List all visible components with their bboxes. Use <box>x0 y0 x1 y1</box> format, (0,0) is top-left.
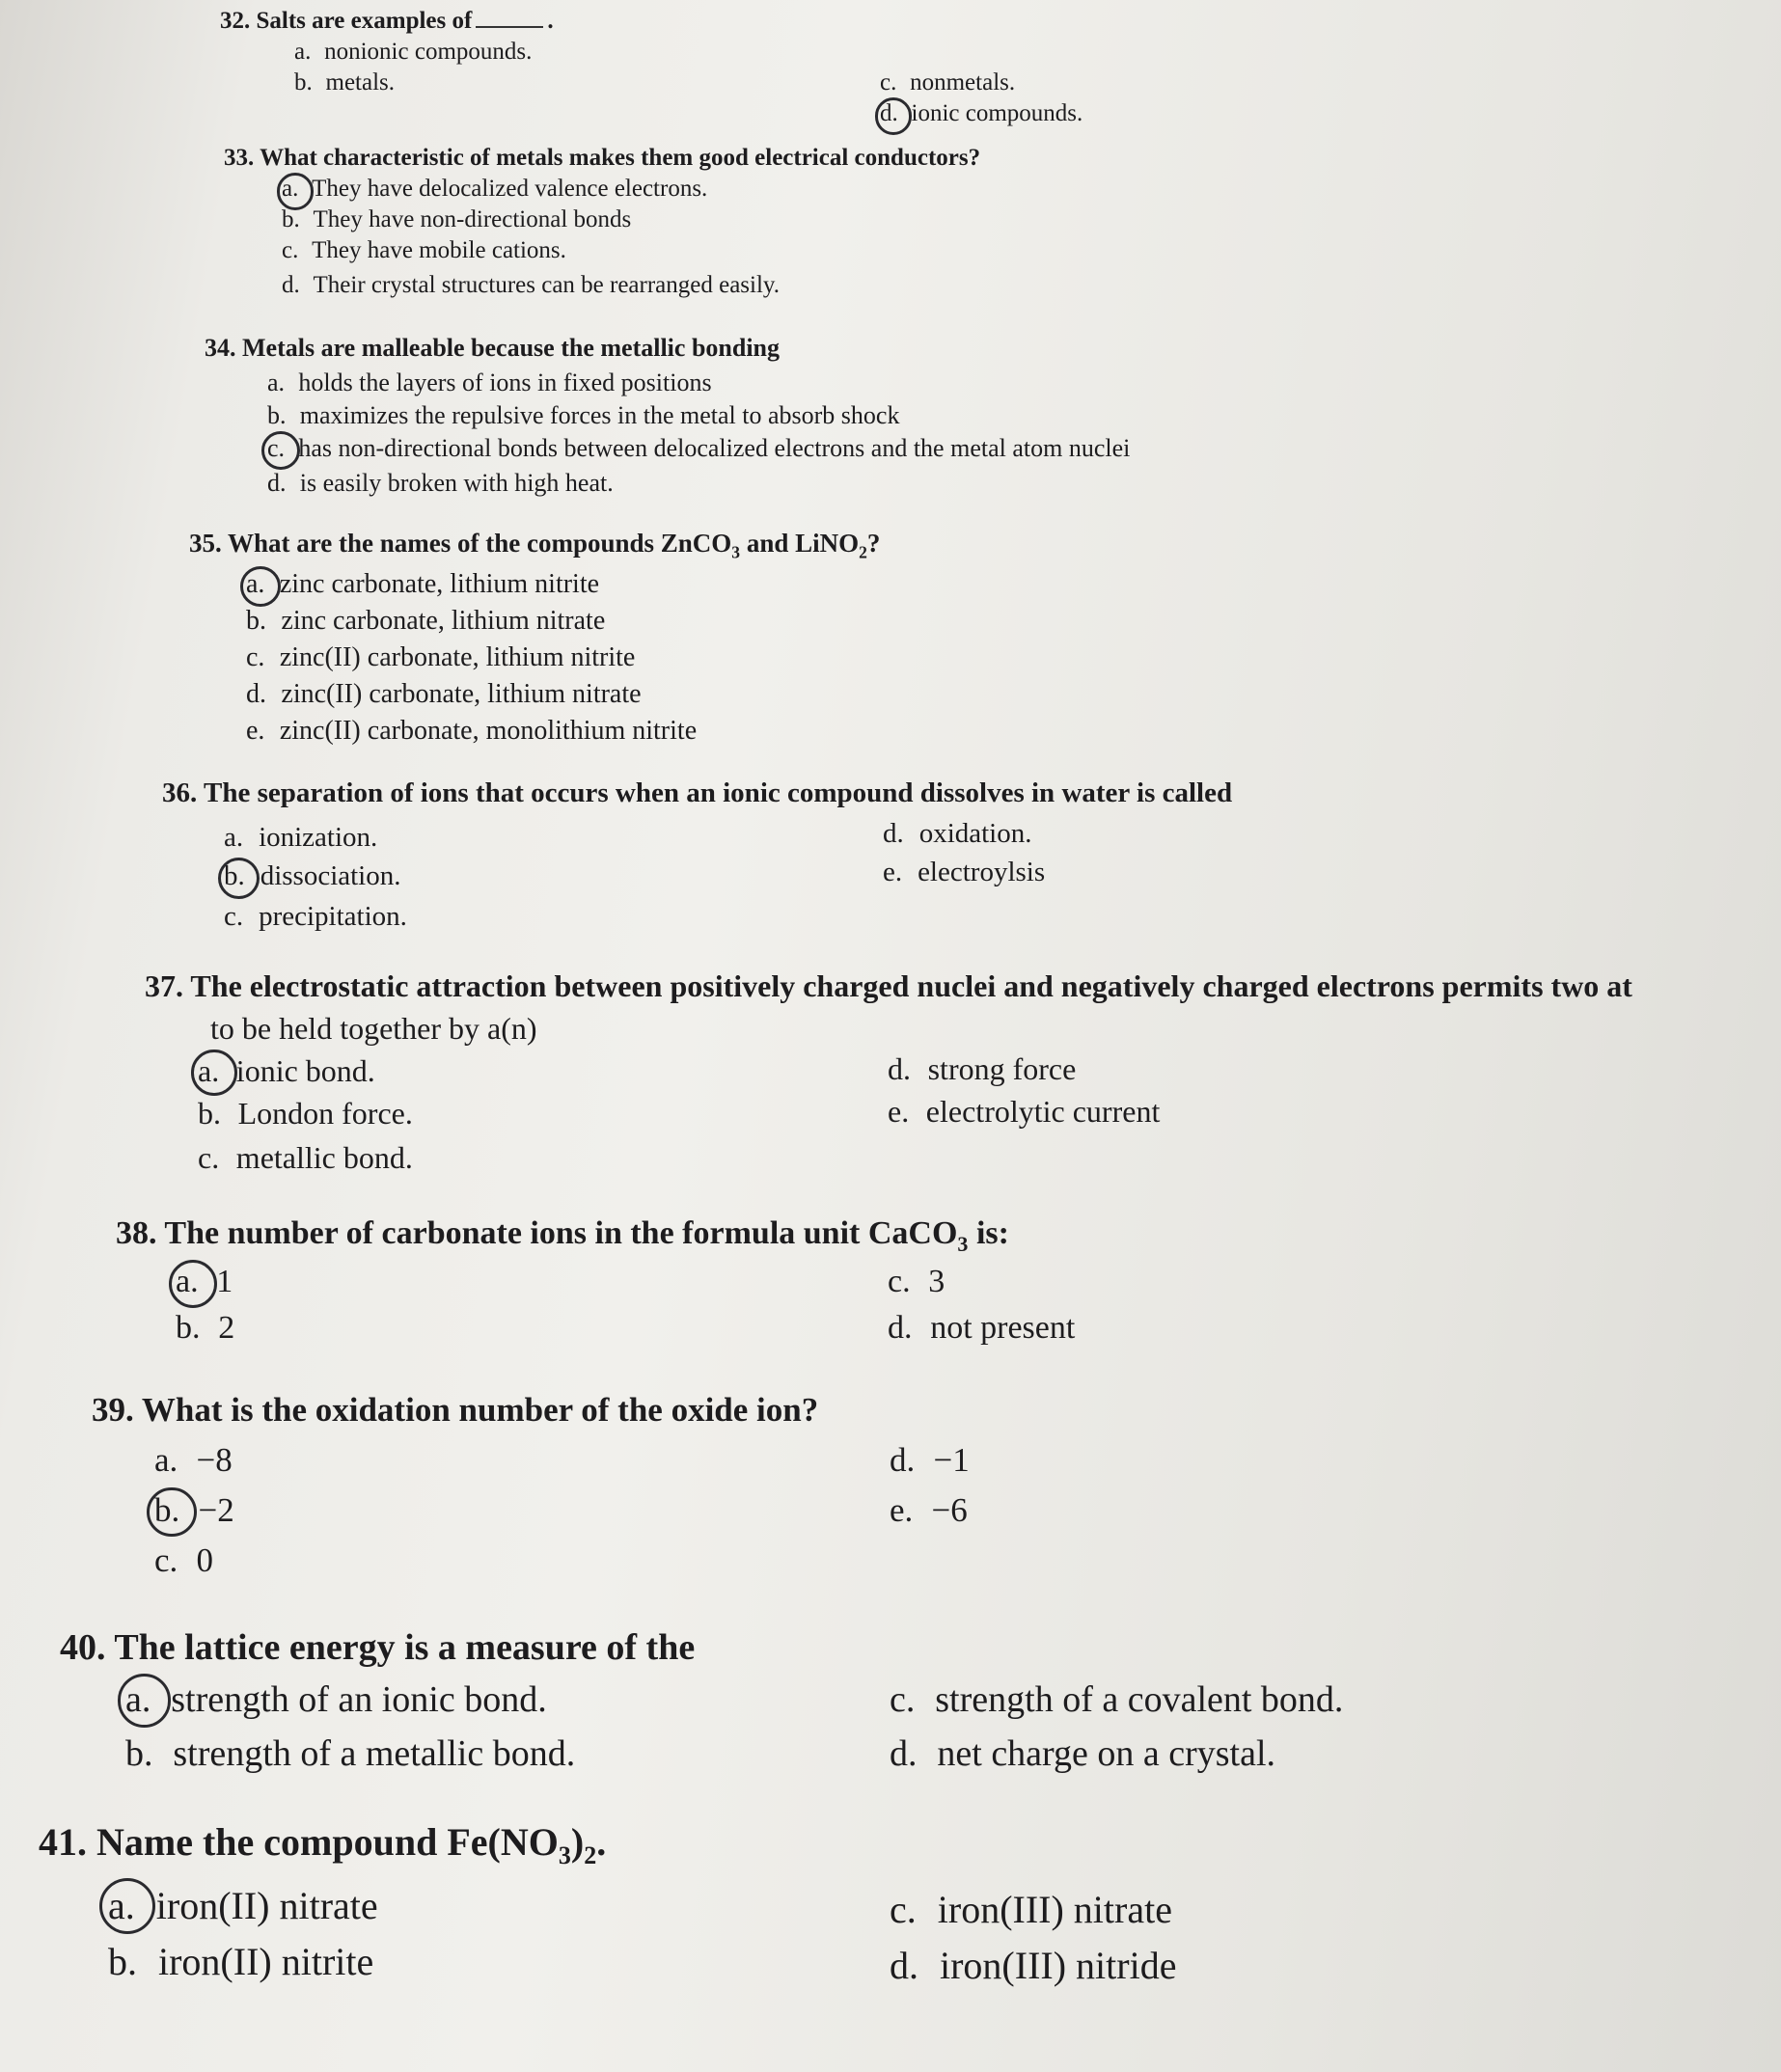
subscript: 2 <box>859 542 867 562</box>
option-letter: c. <box>267 434 286 462</box>
option-b[interactable] <box>224 860 400 892</box>
stem-text-end: is: <box>968 1215 1009 1251</box>
stem-text: The electrostatic attraction between positively charged nuclei and negatively charged electrons permits two at <box>190 968 1632 1003</box>
option-text: not present <box>930 1310 1076 1346</box>
option-d[interactable] <box>883 818 1031 850</box>
option-a[interactable] <box>294 39 532 66</box>
question-number: 40. <box>60 1627 106 1668</box>
option-text: −6 <box>931 1491 968 1529</box>
question-stem <box>205 334 780 363</box>
option-letter: a. <box>267 368 286 396</box>
option-d[interactable] <box>267 469 614 498</box>
option-text: metals. <box>325 69 396 95</box>
option-text: strength of a metallic bond. <box>173 1733 576 1774</box>
option-letter: c. <box>154 1541 178 1579</box>
question-stem <box>145 968 1632 1004</box>
option-text: metallic bond. <box>235 1140 413 1175</box>
option-a[interactable] <box>282 176 707 203</box>
subscript: 3 <box>957 1231 969 1256</box>
option-a[interactable] <box>108 1883 378 1928</box>
stem-text: Salts are examples of <box>256 8 473 34</box>
option-text: strong force <box>927 1051 1077 1086</box>
option-e[interactable] <box>890 1491 968 1530</box>
option-a[interactable] <box>267 368 712 397</box>
option-text: electroylsis <box>918 857 1046 887</box>
option-text: They have mobile cations. <box>312 237 566 263</box>
option-text: zinc(II) carbonate, lithium nitrite <box>279 642 636 672</box>
question-number: 32. <box>220 8 251 34</box>
question-number: 41. <box>39 1820 87 1864</box>
option-b[interactable] <box>176 1310 234 1347</box>
stem-text-mid: ) <box>570 1820 585 1864</box>
option-letter: b. <box>294 69 313 95</box>
option-letter: d. <box>888 1051 911 1086</box>
option-letter: d. <box>267 469 287 497</box>
option-letter: b. <box>246 606 266 636</box>
question-stem-continued <box>210 1011 537 1047</box>
stem-text-end: ? <box>866 529 881 558</box>
option-letter: d. <box>883 818 904 849</box>
option-text: iron(II) nitrite <box>158 1940 374 1983</box>
option-d[interactable] <box>888 1051 1076 1087</box>
option-text: zinc carbonate, lithium nitrate <box>281 606 606 636</box>
option-letter: d. <box>890 1441 916 1479</box>
question-stem <box>189 529 880 562</box>
option-letter: a. <box>282 176 299 202</box>
option-c[interactable] <box>198 1140 413 1176</box>
option-letter: a. <box>108 1884 135 1927</box>
option-d[interactable] <box>888 1310 1075 1347</box>
option-text: −1 <box>933 1441 970 1479</box>
option-letter: c. <box>888 1264 911 1299</box>
subscript: 2 <box>584 1841 597 1869</box>
option-text: iron(III) nitride <box>940 1944 1177 1987</box>
option-e[interactable] <box>888 1094 1160 1130</box>
option-e[interactable] <box>883 857 1045 888</box>
option-text: nonionic compounds. <box>324 39 533 65</box>
option-text: electrolytic current <box>925 1094 1161 1129</box>
option-b[interactable] <box>246 606 605 637</box>
question-stem <box>224 145 980 172</box>
option-b[interactable] <box>267 401 899 430</box>
option-letter: b. <box>108 1940 137 1983</box>
option-d[interactable] <box>890 1732 1275 1775</box>
option-text: Their crystal structures can be rearranged easily. <box>313 272 781 298</box>
option-letter: a. <box>176 1264 199 1299</box>
option-text: precipitation. <box>259 901 407 932</box>
option-a[interactable] <box>198 1053 375 1089</box>
question-number: 35. <box>189 529 222 558</box>
option-a[interactable] <box>154 1441 233 1480</box>
option-c[interactable] <box>267 434 1130 463</box>
option-letter: d. <box>890 1944 918 1987</box>
stem-text-mid: and LiNO <box>740 529 860 558</box>
question-number: 39. <box>92 1391 134 1429</box>
option-letter: c. <box>246 642 265 672</box>
stem-text: What is the oxidation number of the oxide ion? <box>141 1391 819 1429</box>
stem-text: The number of carbonate ions in the formula unit CaCO <box>164 1215 958 1251</box>
stem-text: to be held together by a(n) <box>210 1011 537 1046</box>
option-letter: b. <box>282 206 300 232</box>
option-b[interactable] <box>294 69 395 96</box>
option-text: strength of an ionic bond. <box>171 1679 547 1720</box>
option-text: oxidation. <box>918 818 1032 849</box>
option-b[interactable] <box>282 206 631 233</box>
option-letter: c. <box>198 1140 220 1175</box>
option-a[interactable] <box>125 1678 547 1721</box>
option-e[interactable] <box>246 716 697 747</box>
option-c[interactable] <box>224 901 407 933</box>
option-text: dissociation. <box>260 860 401 891</box>
question-stem <box>220 8 554 35</box>
question-stem <box>92 1391 818 1430</box>
option-text: holds the layers of ions in fixed positions <box>298 368 712 396</box>
stem-text: Metals are malleable because the metallic bonding <box>242 334 781 362</box>
option-letter: b. <box>176 1310 201 1346</box>
option-letter: c. <box>880 69 897 95</box>
question-number: 33. <box>224 145 255 171</box>
stem-text-end: . <box>547 8 554 34</box>
option-text: 1 <box>216 1264 233 1299</box>
option-a[interactable] <box>176 1264 233 1300</box>
option-letter: d. <box>890 1733 918 1774</box>
stem-text: What characteristic of metals makes them good electrical conductors? <box>260 145 981 171</box>
option-a[interactable] <box>246 569 599 600</box>
option-letter: b. <box>224 860 245 891</box>
option-c[interactable] <box>282 237 566 264</box>
option-letter: a. <box>154 1441 178 1479</box>
option-text: maximizes the repulsive forces in the metal to absorb shock <box>299 401 900 429</box>
stem-text: Name the compound Fe(NO <box>96 1820 559 1864</box>
option-letter: a. <box>198 1053 220 1088</box>
option-text: is easily broken with high heat. <box>299 469 614 497</box>
option-letter: d. <box>888 1310 913 1346</box>
question-number: 36. <box>162 777 198 808</box>
option-text: zinc(II) carbonate, lithium nitrate <box>281 679 642 709</box>
option-c[interactable] <box>880 69 1015 96</box>
option-c[interactable] <box>888 1264 945 1300</box>
option-b[interactable] <box>198 1096 413 1131</box>
option-text: zinc(II) carbonate, monolithium nitrite <box>279 716 698 746</box>
option-letter: c. <box>890 1679 916 1720</box>
question-number: 38. <box>116 1215 157 1251</box>
question-stem <box>162 777 1232 809</box>
option-text: 2 <box>218 1310 235 1346</box>
option-d[interactable] <box>890 1943 1176 1988</box>
option-text: strength of a covalent bond. <box>935 1679 1344 1720</box>
option-b[interactable] <box>154 1491 234 1530</box>
stem-text: What are the names of the compounds ZnCO <box>228 529 732 558</box>
option-letter: c. <box>282 237 299 263</box>
option-text: iron(II) nitrate <box>155 1884 378 1927</box>
answer-blank <box>476 26 543 28</box>
question-stem <box>60 1626 695 1669</box>
subscript: 3 <box>558 1841 571 1869</box>
option-b[interactable] <box>108 1939 373 1984</box>
option-letter: c. <box>890 1888 917 1931</box>
option-letter: b. <box>267 401 287 429</box>
question-number: 34. <box>205 334 236 362</box>
option-text: 3 <box>928 1264 945 1299</box>
option-letter: a. <box>224 822 244 853</box>
option-d[interactable] <box>246 679 642 710</box>
stem-text: The lattice energy is a measure of the <box>114 1627 696 1668</box>
option-text: They have non-directional bonds <box>313 206 632 232</box>
option-letter: d. <box>246 679 266 709</box>
option-text: −2 <box>198 1491 234 1529</box>
option-letter: d. <box>282 272 300 298</box>
option-letter: e. <box>883 857 903 887</box>
option-d[interactable] <box>890 1441 970 1480</box>
option-letter: b. <box>125 1733 153 1774</box>
option-text: −8 <box>196 1441 233 1479</box>
option-text: They have delocalized valence electrons. <box>312 176 708 202</box>
option-text: ionic compounds. <box>911 100 1083 126</box>
option-letter: b. <box>198 1096 221 1131</box>
question-stem <box>39 1819 606 1870</box>
stem-text: The separation of ions that occurs when an ionic compound dissolves in water is called <box>203 777 1233 808</box>
option-letter: a. <box>246 569 265 599</box>
option-letter: a. <box>125 1679 151 1720</box>
option-letter: d. <box>880 100 898 126</box>
option-letter: e. <box>246 716 265 746</box>
option-a[interactable] <box>224 822 377 854</box>
option-text: London force. <box>237 1096 413 1131</box>
option-letter: c. <box>224 901 244 932</box>
question-number: 37. <box>145 968 183 1003</box>
option-letter: a. <box>294 39 312 65</box>
option-c[interactable] <box>154 1541 213 1580</box>
option-text: net charge on a crystal. <box>937 1733 1276 1774</box>
option-text: zinc carbonate, lithium nitrite <box>279 569 600 599</box>
option-letter: e. <box>890 1491 914 1529</box>
option-text: ionic bond. <box>235 1053 375 1088</box>
option-text: nonmetals. <box>910 69 1016 95</box>
subscript: 3 <box>731 542 741 562</box>
option-letter: b. <box>154 1491 180 1529</box>
option-text: ionization. <box>259 822 378 853</box>
option-c[interactable] <box>246 642 635 673</box>
option-text: 0 <box>196 1541 214 1579</box>
option-d[interactable] <box>880 100 1082 127</box>
option-d[interactable] <box>282 272 780 299</box>
option-c[interactable] <box>890 1887 1172 1932</box>
option-text: has non-directional bonds between delocalized electrons and the metal atom nuclei <box>298 434 1131 462</box>
question-stem <box>116 1215 1009 1257</box>
option-c[interactable] <box>890 1678 1343 1721</box>
option-b[interactable] <box>125 1732 575 1775</box>
option-letter: e. <box>888 1094 910 1129</box>
option-text: iron(III) nitrate <box>937 1888 1172 1931</box>
stem-text-end: . <box>596 1820 607 1864</box>
